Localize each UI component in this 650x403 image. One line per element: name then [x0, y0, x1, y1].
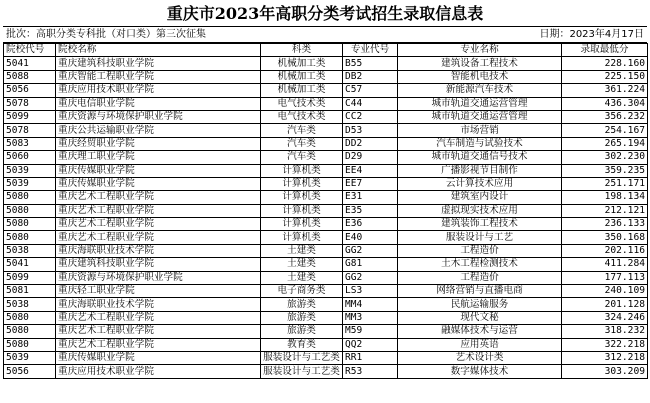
min-score-cell: 212.121: [562, 204, 648, 217]
min-score-cell: 228.160: [562, 57, 648, 70]
category-cell: 计算机类: [261, 231, 343, 244]
school-code-cell: 5038: [4, 298, 56, 311]
min-score-cell: 236.133: [562, 218, 648, 231]
school-name-cell: 重庆轻工职业学院: [56, 285, 261, 298]
school-code-cell: 5099: [4, 110, 56, 123]
table-row: [4, 97, 648, 110]
category-cell: 旅游类: [261, 311, 343, 324]
min-score-cell: 322.218: [562, 338, 648, 351]
school-name-cell: 重庆传媒职业学院: [56, 351, 261, 364]
min-score-cell: 225.150: [562, 70, 648, 83]
major-code-cell: CC2: [343, 110, 398, 123]
table-row: [4, 311, 648, 324]
school-name-cell: 重庆电信职业学院: [56, 97, 261, 110]
admission-table: [3, 43, 648, 379]
batch-label: 批次：高职分类专科批（对口类）第三次征集: [6, 29, 206, 40]
table-row: [4, 84, 648, 97]
header-school-name: 院校名称: [56, 44, 261, 57]
school-name-cell: 重庆艺术工程职业学院: [56, 338, 261, 351]
major-code-cell: DD2: [343, 137, 398, 150]
school-name-cell: 重庆艺术工程职业学院: [56, 218, 261, 231]
major-code-cell: G81: [343, 258, 398, 271]
table-row: [4, 365, 648, 378]
table-row: [4, 110, 648, 123]
table-row: [4, 191, 648, 204]
major-name-cell: 建筑设备工程技术: [398, 57, 562, 70]
school-code-cell: 5078: [4, 97, 56, 110]
header-school-code: 院校代号: [4, 44, 56, 57]
school-code-cell: 5041: [4, 57, 56, 70]
min-score-cell: 202.116: [562, 244, 648, 257]
major-name-cell: 融媒体技术与运营: [398, 325, 562, 338]
min-score-cell: 198.134: [562, 191, 648, 204]
category-cell: 土建类: [261, 271, 343, 284]
category-cell: 机械加工类: [261, 70, 343, 83]
table-row: [4, 218, 648, 231]
major-code-cell: D29: [343, 151, 398, 164]
school-code-cell: 5080: [4, 218, 56, 231]
category-cell: 计算机类: [261, 218, 343, 231]
table-row: [4, 57, 648, 70]
major-code-cell: B55: [343, 57, 398, 70]
school-name-cell: 重庆传媒职业学院: [56, 177, 261, 190]
table-row: [4, 151, 648, 164]
school-code-cell: 5060: [4, 151, 56, 164]
min-score-cell: 318.232: [562, 325, 648, 338]
major-name-cell: 网络营销与直播电商: [398, 285, 562, 298]
header-category: 科类: [261, 44, 343, 57]
category-cell: 汽车类: [261, 124, 343, 137]
table-header-row: [4, 44, 648, 57]
category-cell: 电子商务类: [261, 285, 343, 298]
category-cell: 计算机类: [261, 191, 343, 204]
school-code-cell: 5056: [4, 84, 56, 97]
category-cell: 服装设计与工艺类: [261, 365, 343, 378]
table-row: [4, 258, 648, 271]
table-row: [4, 298, 648, 311]
school-name-cell: 重庆公共运输职业学院: [56, 124, 261, 137]
school-name-cell: 重庆理工职业学院: [56, 151, 261, 164]
category-cell: 服装设计与工艺类: [261, 351, 343, 364]
major-name-cell: 土木工程检测技术: [398, 258, 562, 271]
table-row: [4, 124, 648, 137]
date-label: 日期：2023年4月17日: [539, 29, 644, 40]
school-code-cell: 5041: [4, 258, 56, 271]
major-name-cell: 现代文秘: [398, 311, 562, 324]
major-code-cell: E31: [343, 191, 398, 204]
major-name-cell: 城市轨道交通运营管理: [398, 110, 562, 123]
major-code-cell: M59: [343, 325, 398, 338]
major-name-cell: 城市轨道交通信号技术: [398, 151, 562, 164]
category-cell: 计算机类: [261, 204, 343, 217]
school-name-cell: 重庆经贸职业学院: [56, 137, 261, 150]
table-row: [4, 244, 648, 257]
min-score-cell: 324.246: [562, 311, 648, 324]
min-score-cell: 436.304: [562, 97, 648, 110]
category-cell: 汽车类: [261, 137, 343, 150]
major-name-cell: 工程造价: [398, 271, 562, 284]
min-score-cell: 359.235: [562, 164, 648, 177]
school-name-cell: 重庆海联职业技术学院: [56, 298, 261, 311]
min-score-cell: 303.209: [562, 365, 648, 378]
school-name-cell: 重庆艺术工程职业学院: [56, 325, 261, 338]
min-score-cell: 265.194: [562, 137, 648, 150]
min-score-cell: 302.230: [562, 151, 648, 164]
category-cell: 旅游类: [261, 298, 343, 311]
major-code-cell: EE7: [343, 177, 398, 190]
category-cell: 电气技术类: [261, 110, 343, 123]
school-name-cell: 重庆艺术工程职业学院: [56, 231, 261, 244]
major-code-cell: GG2: [343, 244, 398, 257]
major-code-cell: E35: [343, 204, 398, 217]
table-row: [4, 285, 648, 298]
school-name-cell: 重庆艺术工程职业学院: [56, 191, 261, 204]
header-major-code: 专业代号: [343, 44, 398, 57]
major-name-cell: 虚拟现实技术应用: [398, 204, 562, 217]
major-code-cell: QQ2: [343, 338, 398, 351]
school-code-cell: 5056: [4, 365, 56, 378]
school-code-cell: 5078: [4, 124, 56, 137]
category-cell: 计算机类: [261, 164, 343, 177]
major-name-cell: 市场营销: [398, 124, 562, 137]
major-name-cell: 城市轨道交通运营管理: [398, 97, 562, 110]
major-code-cell: DB2: [343, 70, 398, 83]
school-code-cell: 5099: [4, 271, 56, 284]
category-cell: 机械加工类: [261, 57, 343, 70]
major-code-cell: D53: [343, 124, 398, 137]
min-score-cell: 254.167: [562, 124, 648, 137]
table-row: [4, 164, 648, 177]
school-name-cell: 重庆资源与环境保护职业学院: [56, 110, 261, 123]
major-code-cell: C57: [343, 84, 398, 97]
school-name-cell: 重庆传媒职业学院: [56, 164, 261, 177]
school-code-cell: 5039: [4, 164, 56, 177]
school-code-cell: 5080: [4, 338, 56, 351]
min-score-cell: 350.168: [562, 231, 648, 244]
school-name-cell: 重庆资源与环境保护职业学院: [56, 271, 261, 284]
major-name-cell: 云计算技术应用: [398, 177, 562, 190]
school-name-cell: 重庆智能工程职业学院: [56, 70, 261, 83]
category-cell: 机械加工类: [261, 84, 343, 97]
major-name-cell: 应用英语: [398, 338, 562, 351]
major-name-cell: 汽车制造与试验技术: [398, 137, 562, 150]
table-row: [4, 338, 648, 351]
school-code-cell: 5038: [4, 244, 56, 257]
major-name-cell: 广播影视节目制作: [398, 164, 562, 177]
school-name-cell: 重庆艺术工程职业学院: [56, 311, 261, 324]
table-row: [4, 271, 648, 284]
school-code-cell: 5080: [4, 231, 56, 244]
major-code-cell: E36: [343, 218, 398, 231]
major-name-cell: 艺术设计类: [398, 351, 562, 364]
category-cell: 土建类: [261, 258, 343, 271]
min-score-cell: 356.232: [562, 110, 648, 123]
major-name-cell: 数字媒体技术: [398, 365, 562, 378]
major-code-cell: E40: [343, 231, 398, 244]
major-name-cell: 建筑室内设计: [398, 191, 562, 204]
table-row: [4, 351, 648, 364]
major-name-cell: 工程造价: [398, 244, 562, 257]
min-score-cell: 411.284: [562, 258, 648, 271]
major-name-cell: 建筑装饰工程技术: [398, 218, 562, 231]
min-score-cell: 312.218: [562, 351, 648, 364]
major-code-cell: EE4: [343, 164, 398, 177]
school-code-cell: 5080: [4, 311, 56, 324]
header-min-score: 录取最低分: [562, 44, 648, 57]
category-cell: 汽车类: [261, 151, 343, 164]
school-name-cell: 重庆建筑科技职业学院: [56, 258, 261, 271]
major-code-cell: LS3: [343, 285, 398, 298]
sheet-meta-row: [3, 26, 647, 43]
table-row: [4, 204, 648, 217]
category-cell: 计算机类: [261, 177, 343, 190]
major-code-cell: C44: [343, 97, 398, 110]
category-cell: 教育类: [261, 338, 343, 351]
min-score-cell: 201.128: [562, 298, 648, 311]
school-code-cell: 5080: [4, 325, 56, 338]
school-code-cell: 5088: [4, 70, 56, 83]
school-code-cell: 5081: [4, 285, 56, 298]
school-name-cell: 重庆艺术工程职业学院: [56, 204, 261, 217]
header-major-name: 专业名称: [398, 44, 562, 57]
school-code-cell: 5039: [4, 177, 56, 190]
table-row: [4, 70, 648, 83]
table-row: [4, 325, 648, 338]
major-code-cell: R53: [343, 365, 398, 378]
school-code-cell: 5080: [4, 191, 56, 204]
major-name-cell: 服装设计与工艺: [398, 231, 562, 244]
major-code-cell: MM4: [343, 298, 398, 311]
school-name-cell: 重庆海联职业技术学院: [56, 244, 261, 257]
school-code-cell: 5039: [4, 351, 56, 364]
min-score-cell: 177.113: [562, 271, 648, 284]
table-row: [4, 137, 648, 150]
sheet-title: 重庆市2023年高职分类考试招生录取信息表: [166, 4, 484, 23]
min-score-cell: 361.224: [562, 84, 648, 97]
min-score-cell: 240.109: [562, 285, 648, 298]
major-code-cell: RR1: [343, 351, 398, 364]
major-name-cell: 民航运输服务: [398, 298, 562, 311]
major-name-cell: 智能机电技术: [398, 70, 562, 83]
school-name-cell: 重庆建筑科技职业学院: [56, 57, 261, 70]
min-score-cell: 251.171: [562, 177, 648, 190]
school-name-cell: 重庆应用技术职业学院: [56, 84, 261, 97]
table-row: [4, 231, 648, 244]
school-code-cell: 5083: [4, 137, 56, 150]
category-cell: 土建类: [261, 244, 343, 257]
major-name-cell: 新能源汽车技术: [398, 84, 562, 97]
major-code-cell: MM3: [343, 311, 398, 324]
category-cell: 旅游类: [261, 325, 343, 338]
category-cell: 电气技术类: [261, 97, 343, 110]
table-row: [4, 177, 648, 190]
school-code-cell: 5080: [4, 204, 56, 217]
school-name-cell: 重庆应用技术职业学院: [56, 365, 261, 378]
major-code-cell: GG2: [343, 271, 398, 284]
